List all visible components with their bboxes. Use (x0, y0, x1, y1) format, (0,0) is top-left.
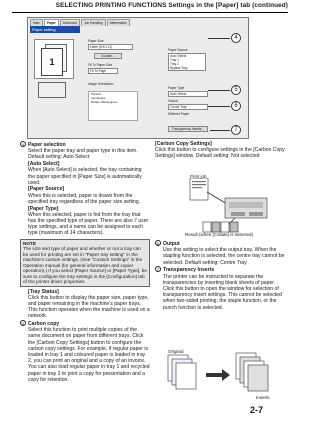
section-text: Select this function to print multiple copies of the same document on paper from different trays. Click the [Carbon Copy Settings] button to configure the carbon copy settings. For example, if regular paper is loaded in tray 1 and coloured paper is loaded in tray 2, you can print an original and a copy of an invoice. You can also load regular paper in tray 1 and recycled paper in tray 2 to print a copy for presentation and a copy for retention. (28, 327, 150, 383)
callout-line (208, 90, 230, 91)
custom-button[interactable]: Custom... (94, 53, 122, 59)
note-title: NOTE (23, 240, 37, 246)
fit-label: Fit To Paper Size (88, 63, 113, 67)
paper-type-text: When this selected, paper is fed from the tray that has the specified type of paper. There are also 7 user type settings, and a name can be assigned to each type (maximum of 14 characters). (28, 211, 149, 237)
carbon-copy-settings-text: Click this button to configure settings in the [Carbon Copy Settings] window. Default setting: Not selected (155, 147, 285, 160)
paper-type-select[interactable]: Auto Select (168, 91, 208, 97)
tab-main[interactable]: Main (30, 19, 43, 26)
callout-line (210, 130, 230, 131)
auto-select-block (20, 161, 150, 186)
orientation-rotate[interactable]: Rotate 180 degrees (91, 100, 118, 104)
paper-source-label: Paper Source (168, 48, 188, 52)
printer-tray-icon (38, 82, 66, 98)
header-rule (12, 12, 288, 13)
auto-select-title: [Auto Select] (28, 161, 60, 168)
right-column-lower (155, 240, 285, 311)
callout-5: 5 (231, 85, 241, 95)
dialog-section-title: Paper setting (30, 26, 80, 33)
header-title: SELECTING PRINTING FUNCTIONS Settings in the [Paper] tab (continued) (55, 2, 288, 9)
list-item[interactable]: Bypass Tray (170, 66, 188, 70)
callout-line (208, 106, 230, 107)
orientation-options (88, 91, 138, 121)
orientation-landscape[interactable]: Landscape (91, 96, 106, 100)
left-column (20, 141, 150, 384)
note-box (20, 239, 150, 287)
section-heading: 5 Carbon copy (21, 321, 60, 328)
output-label: Output (168, 99, 178, 103)
carbon-copy-illustration (155, 178, 285, 238)
paper-type-block (20, 206, 150, 237)
section-carbon-copy (20, 320, 150, 383)
list-item[interactable]: Tray 2 (170, 62, 179, 66)
inserts-label: Inserts (256, 395, 270, 400)
section-text: Use this setting to select the output tray. When the stapling function is selected, the centre tray cannot be selected. Default setting: Centre Tray (163, 247, 285, 266)
transparency-inserts-button[interactable]: Transparency Inserts... (168, 126, 208, 132)
section-output (155, 240, 285, 266)
tray-status-text: Click this button to display the paper size, paper type, and paper remaining in the machine's paper trays. This function operates when the machine is used on a network. (28, 294, 150, 320)
fit-select[interactable]: Fit To Page (88, 68, 118, 74)
page-number: 2-7 (250, 405, 264, 415)
section-number: 4 (21, 142, 25, 147)
carbon-copy-settings-title: [Carbon Copy Settings] (155, 141, 212, 147)
paper-source-block (20, 186, 150, 205)
section-heading: 7 Transparency Inserts (156, 267, 215, 274)
tab-paper[interactable]: Paper (44, 19, 59, 26)
section-heading: 4 Paper selection (21, 142, 66, 148)
section-number: 5 (21, 321, 25, 327)
callout-line (208, 38, 230, 39)
section-heading: 6 Output (156, 241, 180, 247)
section-transparency-inserts (155, 266, 285, 310)
paper-type-label: Paper Type (168, 86, 185, 90)
paper-size-select[interactable]: Letter (8.5 x 11) (88, 44, 133, 50)
auto-select-text: When [Auto Select] is selected, the tray containing the paper specified in [Paper Size] is automatically used. (28, 167, 142, 186)
different-paper-label: Different Paper (168, 112, 190, 116)
callout-4: 4 (231, 33, 241, 43)
paper-preview (34, 39, 74, 79)
tab-job-handling[interactable]: Job Handling (81, 19, 106, 26)
preview-page-front: 1 (41, 48, 63, 76)
list-item[interactable]: Tray 1 (170, 58, 179, 62)
list-item[interactable]: Auto Select (170, 54, 187, 58)
original-label: Original (168, 349, 184, 354)
section-number: 7 (156, 267, 160, 273)
paper-type-title: [Paper Type] (28, 205, 59, 212)
tray-status-block (20, 289, 150, 320)
callout-6: 6 (231, 101, 241, 111)
paper-tab-dialog (27, 17, 249, 139)
note-text: The size and type of paper and whether or not a tray can be used for printing are set in "Paper tray setting" in the machine's custom settings. (See "Custom Settings" in the Operation manual (for general information and copier operation).) If you select [Paper Source] or [Paper Type], be sure to configure the tray settings in the [Configuration] tab of the printer driver properties. (23, 246, 147, 285)
paper-size-label: Paper Size (88, 39, 104, 43)
section-text: The printer can be instructed to separate the transparencies by inserting blank sheets of paper. Click this button to open the window for selection of transparency insert settings. This cannot be selected when two-sided printing, the staple function, or the punch function is selected. (163, 273, 282, 311)
tray-status-title: [Tray Status] (28, 288, 59, 295)
section-text: Select the paper tray and paper type in this item. Default setting: Auto Select (28, 148, 138, 161)
paper-source-list[interactable] (168, 53, 206, 71)
page-header (0, 0, 300, 14)
tab-advanced[interactable]: Advanced (60, 19, 80, 26)
carbon-copy-settings-block (155, 141, 285, 160)
paper-source-title: [Paper Source] (28, 186, 65, 193)
section-number: 6 (156, 241, 160, 246)
dialog-tabs (30, 19, 130, 26)
output-select[interactable]: Centre Tray (168, 104, 208, 110)
callout-7: 7 (231, 125, 241, 135)
paper-source-text: When this is selected, paper is drawn from the specified tray regardless of the paper size setting. (28, 192, 141, 205)
section-paper-selection (20, 141, 150, 161)
orientation-portrait[interactable]: Portrait (91, 92, 101, 96)
result-label: Result (when [Collate] is selected) (185, 232, 254, 237)
print-job-label: Print job (190, 174, 207, 179)
right-column (155, 141, 285, 160)
image-orientation-label: Image Orientation (88, 82, 114, 86)
tab-watermarks[interactable]: Watermarks (107, 19, 130, 26)
